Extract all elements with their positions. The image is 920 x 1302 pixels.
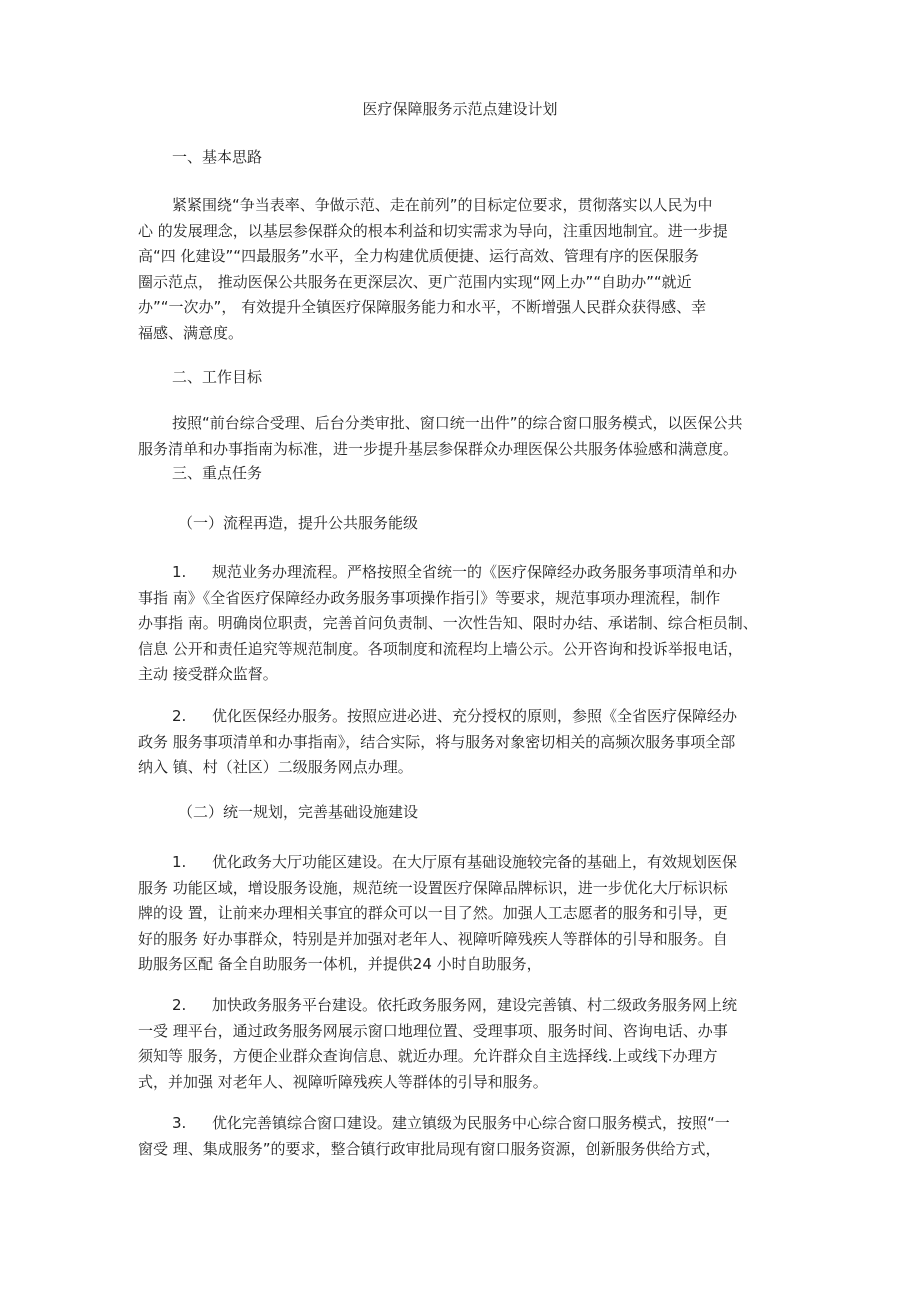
text-line: 事指 南》《全省医疗保障经办政务服务事项操作指引》等要求，规范事项办理流程，制作 (138, 588, 721, 607)
item-1-2 (138, 704, 798, 781)
item-number: 2. (172, 996, 187, 1014)
subsection-heading-1: （一）流程再造，提升公共服务能级 (178, 514, 419, 532)
item-2-3 (138, 1111, 798, 1162)
text-line: 信息 公开和责任追究等规范制度。各项制度和流程均上墙公示。公开咨询和投诉举报电话， (138, 639, 743, 658)
text-line: 须知等 服务，方便企业群众查询信息、就近办理。允许群众自主选择线.上或线下办理方 (138, 1047, 718, 1065)
section-heading-2: 二、工作目标 (172, 368, 263, 386)
text-line: 办”“一次办”， 有效提升全镇医疗保障服务能力和水平，不断增强人民群众获得感、幸 (138, 298, 707, 316)
paragraph-work-goal (138, 411, 798, 462)
text-line: 服务 功能区域，增设服务设施，规范统一设置医疗保障品牌标识，进一步优化大厅标识标 (138, 878, 728, 897)
text-line: 式，并加强 对老年人、视障听障残疾人等群体的引导和服务。 (138, 1072, 548, 1091)
text-line: 圈示范点， 推动医保公共服务在更深层次、更广范围内实现“网上办”“自助办”“就近 (138, 272, 692, 291)
text-line: 按照“前台综合受理、后台分类审批、窗口统一出件”的综合窗口服务模式，以医保公共 (172, 414, 743, 432)
text-line: 一受 理平台，通过政务服务网展示窗口地理位置、受理事项、服务时间、咨询电话、办事 (138, 1021, 728, 1040)
text-line (138, 560, 798, 586)
text-line (138, 1111, 798, 1137)
item-number: 3. (172, 1114, 187, 1132)
document-title: 医疗保障服务示范点建设计划 (362, 100, 558, 118)
text-line: 办事指 南。明确岗位职责，完善首问负责制、一次性告知、限时办结、承诺制、综合柜员制、 (138, 614, 758, 632)
text-line: 助服务区配 备全自助服务一体机，并提供24 小时自助服务， (138, 955, 542, 973)
item-text: 优化完善镇综合窗口建设。建立镇级为民服务中心综合窗口服务模式，按照“一 (212, 1114, 730, 1132)
item-text: 优化医保经办服务。按照应进必进、充分授权的原则，参照《全省医疗保障经办 (212, 707, 738, 725)
text-line: 心 的发展理念，以基层参保群众的根本利益和切实需求为导向，注重因地制宜。进一步提 (138, 221, 728, 240)
text-line: 政务 服务事项清单和办事指南》，结合实际，将与服务对象密切相关的高频次服务事项全部 (138, 732, 736, 751)
text-line (138, 850, 798, 876)
item-1-1 (138, 560, 798, 688)
section-heading-3: 三、重点任务 (172, 464, 263, 482)
paragraph-basic-idea (138, 193, 798, 346)
text-line (138, 704, 798, 730)
item-text: 规范业务办理流程。严格按照全省统一的《医疗保障经办政务服务事项清单和办 (212, 563, 738, 581)
section-heading-1: 一、基本思路 (172, 148, 263, 166)
text-line (138, 993, 798, 1019)
text-line: 窗受 理、集成服务”的要求，整合镇行政审批局现有窗口服务资源，创新服务供给方式， (138, 1139, 721, 1158)
text-line: 福感、满意度。 (138, 323, 244, 342)
item-2-1 (138, 850, 798, 978)
text-line: 纳入 镇、村（社区）二级服务网点办理。 (138, 758, 413, 776)
item-number: 2. (172, 707, 187, 725)
text-line: 紧紧围绕“争当表率、争做示范、走在前列”的目标定位要求，贯彻落实以人民为中 (172, 196, 713, 214)
text-line: 高“四 化建设”“四最服务”水平，全力构建优质便捷、运行高效、管理有序的医保服务 (138, 247, 699, 265)
item-text: 加快政务服务平台建设。依托政务服务网，建设完善镇、村二级政务服务网上统 (212, 996, 738, 1014)
text-line: 好的服务 好办事群众，特别是并加强对老年人、视障听障残疾人等群体的引导和服务。自 (138, 929, 728, 948)
item-2-2 (138, 993, 798, 1095)
text-line: 主动 接受群众监督。 (138, 665, 278, 683)
item-number: 1. (172, 853, 187, 871)
item-text: 优化政务大厅功能区建设。在大厅原有基础设施较完备的基础上，有效规划医保 (212, 853, 738, 871)
item-number: 1. (172, 563, 187, 581)
text-line: 牌的设 置，让前来办理相关事宜的群众可以一目了然。加强人工志愿者的服务和引导，更 (138, 904, 728, 922)
subsection-heading-2: （二）统一规划，完善基础设施建设 (178, 803, 419, 821)
text-line: 服务清单和办事指南为标准，进一步提升基层参保群众办理医保公共服务体验感和满意度。 (138, 439, 739, 458)
